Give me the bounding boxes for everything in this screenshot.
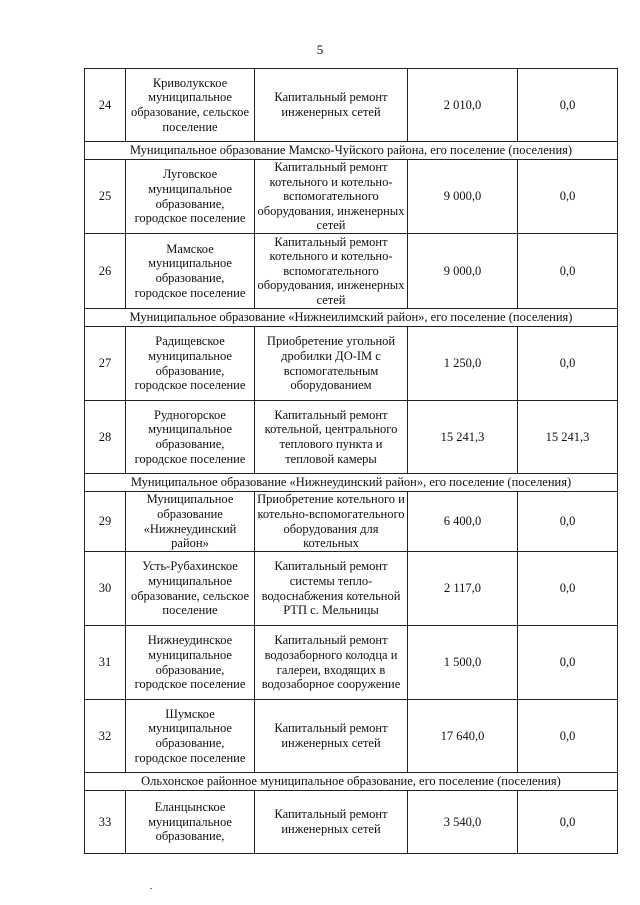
municipality-cell: Луговское муниципальное образование, городское поселение: [126, 160, 255, 234]
table-row: [85, 791, 618, 854]
work-description-cell: Капитальный ремонт котельного и котельно-вспомогательного оборудования, инженерных сетей: [255, 234, 408, 309]
section-header-row: [85, 474, 618, 492]
section-header-text: Муниципальное образование «Нижнеилимский район», его поселение (поселения): [85, 309, 618, 327]
section-header-row: [85, 142, 618, 160]
table-row: [85, 327, 618, 401]
section-header-text: Ольхонское районное муниципальное образование, его поселение (поселения): [85, 773, 618, 791]
amount-cofinance-cell: 0,0: [518, 234, 618, 309]
row-number-cell: 32: [85, 700, 126, 773]
amount-cofinance-cell: 0,0: [518, 552, 618, 626]
municipality-cell: Радищевское муниципальное образование, городское поселение: [126, 327, 255, 401]
row-number-cell: 31: [85, 626, 126, 700]
amount-cofinance-cell: 0,0: [518, 626, 618, 700]
table-row: [85, 492, 618, 552]
table-row: [85, 160, 618, 234]
row-number-cell: 30: [85, 552, 126, 626]
amount-total-cell: 9 000,0: [408, 160, 518, 234]
municipality-cell: Рудногорское муниципальное образование, городское поселение: [126, 401, 255, 474]
municipality-cell: Криволукское муниципальное образование, сельское поселение: [126, 69, 255, 142]
work-description-cell: Капитальный ремонт водозаборного колодца и галереи, входящих в водозаборное сооружение: [255, 626, 408, 700]
work-description-cell: Приобретение котельного и котельно-вспомогательного оборудования для котельных: [255, 492, 408, 552]
scan-mark: [150, 888, 152, 889]
amount-total-cell: 17 640,0: [408, 700, 518, 773]
table-row: [85, 234, 618, 309]
section-header-row: [85, 309, 618, 327]
funding-table-body: [85, 69, 618, 854]
work-description-cell: Капитальный ремонт системы тепло-водоснабжения котельной РТП с. Мельницы: [255, 552, 408, 626]
table-row: [85, 401, 618, 474]
section-header-row: [85, 773, 618, 791]
amount-total-cell: 9 000,0: [408, 234, 518, 309]
amount-cofinance-cell: 0,0: [518, 160, 618, 234]
amount-total-cell: 15 241,3: [408, 401, 518, 474]
row-number-cell: 29: [85, 492, 126, 552]
row-number-cell: 27: [85, 327, 126, 401]
work-description-cell: Капитальный ремонт котельного и котельно-вспомогательного оборудования, инженерных сетей: [255, 160, 408, 234]
municipality-cell: Еланцынское муниципальное образование,: [126, 791, 255, 854]
row-number-cell: 26: [85, 234, 126, 309]
section-header-text: Муниципальное образование Мамско-Чуйского района, его поселение (поселения): [85, 142, 618, 160]
table-row: [85, 626, 618, 700]
amount-total-cell: 2 117,0: [408, 552, 518, 626]
municipality-cell: Усть-Рубахинское муниципальное образование, сельское поселение: [126, 552, 255, 626]
amount-cofinance-cell: 0,0: [518, 791, 618, 854]
amount-total-cell: 1 250,0: [408, 327, 518, 401]
table-row: [85, 700, 618, 773]
amount-cofinance-cell: 15 241,3: [518, 401, 618, 474]
row-number-cell: 25: [85, 160, 126, 234]
work-description-cell: Капитальный ремонт инженерных сетей: [255, 791, 408, 854]
row-number-cell: 33: [85, 791, 126, 854]
table-row: [85, 69, 618, 142]
amount-cofinance-cell: 0,0: [518, 700, 618, 773]
amount-cofinance-cell: 0,0: [518, 492, 618, 552]
page-number: 5: [316, 42, 324, 57]
work-description-cell: Приобретение угольной дробилки ДО-IM с вспомогательным оборудованием: [255, 327, 408, 401]
municipality-cell: Нижнеудинское муниципальное образование, городское поселение: [126, 626, 255, 700]
municipality-cell: Мамское муниципальное образование, городское поселение: [126, 234, 255, 309]
municipality-cell: Шумское муниципальное образование, городское поселение: [126, 700, 255, 773]
amount-cofinance-cell: 0,0: [518, 327, 618, 401]
row-number-cell: 24: [85, 69, 126, 142]
amount-total-cell: 2 010,0: [408, 69, 518, 142]
amount-total-cell: 1 500,0: [408, 626, 518, 700]
amount-total-cell: 6 400,0: [408, 492, 518, 552]
row-number-cell: 28: [85, 401, 126, 474]
funding-table: [84, 68, 618, 854]
table-row: [85, 552, 618, 626]
work-description-cell: Капитальный ремонт инженерных сетей: [255, 69, 408, 142]
amount-total-cell: 3 540,0: [408, 791, 518, 854]
work-description-cell: Капитальный ремонт инженерных сетей: [255, 700, 408, 773]
municipality-cell: Муниципальное образование «Нижнеудинский район»: [126, 492, 255, 552]
work-description-cell: Капитальный ремонт котельной, центрального теплового пункта и тепловой камеры: [255, 401, 408, 474]
section-header-text: Муниципальное образование «Нижнеудинский район», его поселение (поселения): [85, 474, 618, 492]
amount-cofinance-cell: 0,0: [518, 69, 618, 142]
